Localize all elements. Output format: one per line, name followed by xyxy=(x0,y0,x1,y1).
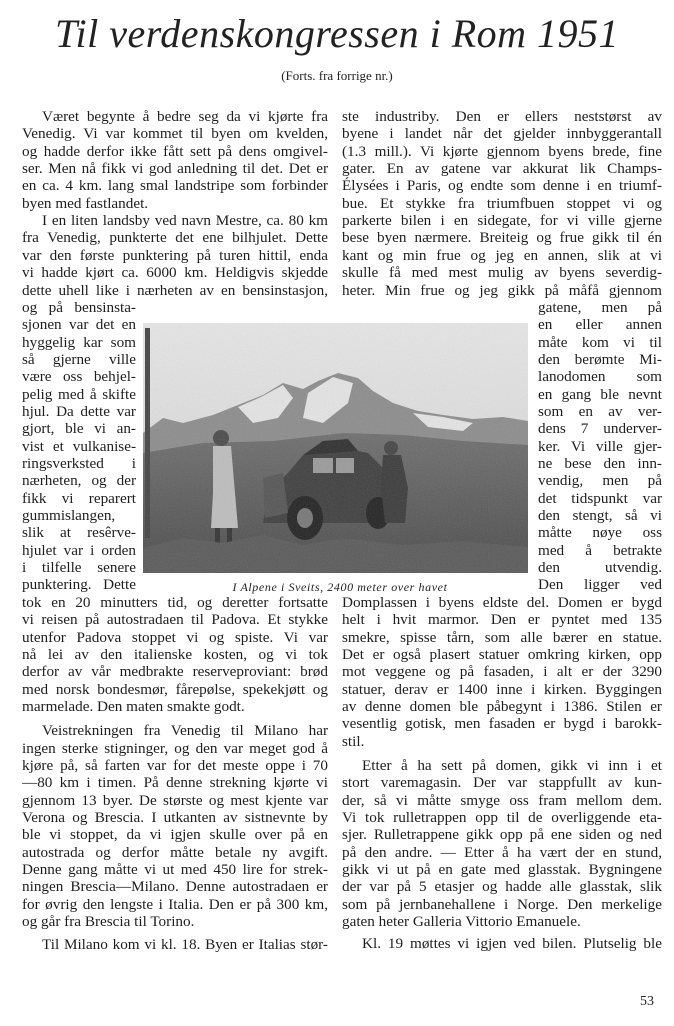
article-subtitle: (Forts. fra forrige nr.) xyxy=(281,68,393,83)
right-column-text-line: den berømte Mi- xyxy=(538,350,662,368)
left-column-text-line: vist et vulkanise- xyxy=(22,437,136,455)
left-column-text-line: en ca. 4 km. lang smal landstripe som forbinder xyxy=(22,177,328,195)
photo-caption: I Alpene i Sveits, 2400 meter over havet xyxy=(232,580,448,594)
left-column-text-line: ringsverksted i xyxy=(22,455,136,472)
right-column-text-line: stil. xyxy=(342,732,365,750)
left-column-text-line: dette uhell like i nærheten av en bensinstasjon, xyxy=(22,281,328,299)
right-column-text-line: gikk vi ut på en gate med glasstak. Bygningene xyxy=(342,861,662,879)
left-column-text-line: nå lei av den italienske kosten, og vi tok xyxy=(22,645,328,663)
left-column-text-line: ningen Brescia—Milano. Denne autostradaen er xyxy=(22,878,328,896)
right-column-text-line: bese byen nærmere. Breiteig og frue gikk til én xyxy=(342,229,662,247)
left-column-text-line: marmelade. Den maten smakte godt. xyxy=(22,697,245,715)
right-column-text-line: Etter å ha sett på domen, gikk vi inn i et xyxy=(362,756,662,774)
left-column-text-line: slik at resêrve- xyxy=(22,524,136,542)
left-column-text-line: ser. Men nå fikk vi god anledning til det. Det er xyxy=(22,160,328,178)
left-column-text-line: byen med fastlandet. xyxy=(22,194,149,212)
left-column-text-line: Verona og Brescia. I utkanten av sistnevnte by xyxy=(22,809,328,826)
left-column-text-line: gjennom 13 byer. De største og mest kjente var xyxy=(22,791,328,809)
left-column-text-line: vi hadde kjørt ca. 6000 km. Heldigvis skjedde xyxy=(22,264,328,282)
right-column-text-line: vendig, men på xyxy=(538,472,662,490)
right-column-text-line: smekre, spisse tårn, som alle bærer en statue. xyxy=(342,628,662,646)
right-column-text-line: vesentlig gotisk, men fasaden er bygd i barokk- xyxy=(342,715,662,733)
left-column-text-line: fra Venedig, punkterte det ene bilhjulet. Dette xyxy=(22,229,328,247)
photo-alps-car xyxy=(143,323,528,573)
right-column-text-line: byene i landet når det gjelder innbyggerantall xyxy=(342,125,662,143)
right-column-text-line: det tidspunkt var xyxy=(538,489,662,507)
right-column-text-line: Det er også plasert statuer omkring kirken, opp xyxy=(342,645,662,663)
right-column-text-line: som en av ver- xyxy=(538,402,662,420)
left-column-text-line: nærheten, og der xyxy=(22,472,136,490)
left-column-text-line: autostrada og derfor måtte betale ny avgift. xyxy=(22,843,328,861)
left-column-text-line: Til Milano kom vi kl. 18. Byen er Italias stør- xyxy=(42,936,328,954)
left-column-text-line: og hadde derfor ikke fått sett på dens omgivel- xyxy=(22,142,328,160)
right-column-text-line: med å betrakte xyxy=(538,541,662,559)
left-column-text-line: sjonen var det en xyxy=(22,316,136,334)
left-column-text-line: tok en 20 minutters tid, og deretter fortsatte xyxy=(22,593,328,611)
right-column-text-line: Den ligger ved xyxy=(538,576,662,594)
right-column-text-line: ker. Vi ville gjer- xyxy=(538,437,662,455)
left-column-text-line: vi reisen på autostradaen til Padova. Et stykke xyxy=(22,611,328,629)
left-column-text-line: så gjerne ville xyxy=(22,350,136,368)
right-column-text-line: gatene, men på xyxy=(538,298,662,316)
left-column-text-line: hjul. Da dette var xyxy=(22,402,136,420)
right-column-text-line: av denne domen ble påbegynt i 1386. Stilen er xyxy=(342,697,662,715)
left-column-text-line: i tilfelle senere xyxy=(22,559,136,577)
right-column-text-line: stort varemagasin. Der var stappfullt av kun- xyxy=(342,774,662,792)
page-number: 53 xyxy=(640,994,654,1009)
left-column-text-line: med norsk bondesmør, fårepølse, spekekjøtt og xyxy=(22,680,328,698)
right-column-text-line: Élysées i Paris, og endte som denne i en triumf- xyxy=(342,177,662,195)
right-column-text-line: mot veggene og på fasaden, i alt er der 3290 xyxy=(342,663,662,681)
left-column-text-line: gjort, ble vi an- xyxy=(22,420,136,438)
right-column-text-line: en eller annen xyxy=(538,316,662,334)
right-column-text-line: gaten heter Galleria Vittorio Emanuele. xyxy=(342,913,581,931)
right-column-text-line: skulle få med mest mulig av byens severdig- xyxy=(342,264,662,282)
right-column-text-line: helt i hvit marmor. Den er pyntet med 135 xyxy=(342,611,662,629)
right-column-text-line: lanodomen som xyxy=(538,368,662,386)
right-column-text-line: der, så vi måtte smyge oss fram mellom dem. xyxy=(342,791,662,809)
right-column-text-line: sjer. Rulletrappene gikk opp på ene siden og ned xyxy=(342,826,662,844)
right-column-text-line: heter. Min frue og jeg gikk på måfå gjennom xyxy=(342,281,662,299)
right-column-text-line: kant og min frue og jeg en annen, slik at vi xyxy=(342,246,662,264)
right-column-text-line: måte kom vi til xyxy=(538,333,662,351)
left-column-text-line: I en liten landsby ved navn Mestre, ca. 80 km xyxy=(42,212,328,230)
left-column-text-line: hyggelig kar som xyxy=(22,333,136,351)
right-column-text-line: dens 7 underver- xyxy=(538,420,662,438)
left-column-text-line: og går fra Brescia til Torino. xyxy=(22,913,195,931)
left-column-text-line: gummislangen, xyxy=(22,507,116,525)
right-column-text-line: parkerte bilen i en sidegate, for vi ville gjerne xyxy=(342,212,662,230)
photo xyxy=(143,323,528,573)
right-column-text-line: måtte nøye oss xyxy=(538,524,662,542)
left-column-text-line: Venedig. Vi var kommet til byen om kvelden, xyxy=(22,125,328,143)
right-column-text-line: ne bese den inn- xyxy=(538,455,662,472)
right-column-text-line: ste industriby. Den er ellers neststørst av xyxy=(342,108,662,125)
left-column-text-line: og på bensinsta- xyxy=(22,298,136,316)
left-column-text-line: Denne gang måtte vi ut med 450 lire for strek- xyxy=(22,861,328,879)
left-column-text-line: derfor av vår medbrakte reserveproviant: brød xyxy=(22,663,328,681)
left-column-text-line: punktering. Dette xyxy=(22,576,136,594)
right-column-text-line: Domplassen i byens eldste del. Domen er bygd xyxy=(342,593,662,611)
left-column-text-line: Veistrekningen fra Venedig til Milano har xyxy=(42,722,328,740)
left-column-text-line: var den første punktering på turen hittil, enda xyxy=(22,246,328,264)
left-column-text-line: fikk vi reparert xyxy=(22,489,136,507)
left-column-text-line: ingen sterke stigninger, og den var meget god å xyxy=(22,739,328,757)
right-column-text-line: en gang ble nevnt xyxy=(538,385,662,403)
right-column-text-line: statuer, derav er 1400 inne i kirken. Byggingen xyxy=(342,680,662,698)
left-column-text-line: Været begynte å bedre seg da vi kjørte fra xyxy=(42,108,328,125)
right-column-text-line: der var på 5 etasjer og hadde alle glasstak, slik xyxy=(342,878,662,896)
left-column-text-line: utenfor Padova stoppet vi og spiste. Vi var xyxy=(22,628,328,646)
left-column-text-line: være oss behjel- xyxy=(22,368,136,386)
right-column-text-line: som på jernbanehallene i Norge. Den merkelige xyxy=(342,895,662,913)
right-column-text-line: Kl. 19 møttes vi igjen ved bilen. Plutselig ble xyxy=(362,935,662,953)
left-column-text-line: kjøre på, så farten var for det meste oppe i 70 xyxy=(22,756,328,774)
right-column-text-line: den utvendig. xyxy=(538,559,662,577)
article-title: Til verdenskongressen i Rom 1951 xyxy=(54,11,620,56)
left-column-text-line: hjulet var i orden xyxy=(22,541,136,559)
right-column-text-line: (1.3 mill.). Vi kjørte gjennom byens brede, fine xyxy=(342,142,662,160)
right-column-text-line: bue. Et stykke fra triumfbuen stoppet vi og xyxy=(342,194,662,212)
right-column-text-line: den stengt, så vi xyxy=(538,507,662,525)
right-column-text-line: Vi tok rulletrappen opp til de overliggende eta- xyxy=(342,809,662,826)
right-column-text-line: gater. En av gatene var akkurat lik Champs- xyxy=(342,160,662,178)
right-column-text-line: på den andre. — Etter å ha vært der en stund, xyxy=(342,843,662,861)
left-column-text-line: ble vi stoppet, da vi igjen skulle over på en xyxy=(22,826,328,844)
left-column-text-line: —80 km i timen. På denne strekning kjørte vi xyxy=(22,774,328,792)
left-column-text-line: for øvrig den lengste i Italia. Den er på 300 km, xyxy=(22,895,328,913)
left-column-text-line: pelig med å skifte xyxy=(22,385,136,403)
